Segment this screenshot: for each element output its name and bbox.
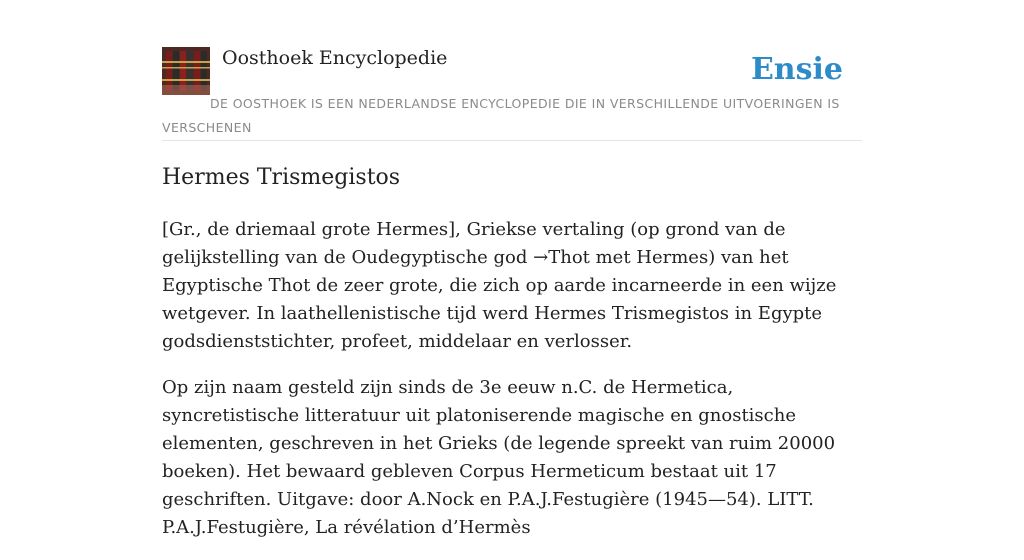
ensie-logo-link[interactable]: Ensie — [750, 52, 843, 87]
article-paragraph-1: [Gr., de driemaal grote Hermes], Griekse vertaling (op grond van de gelijkstelling van de Oudegyptische god →Thot met Hermes) van het Egyptische Thot de zeer grote, die zich op aarde incarneerde in een wijze wetgever. In laathellenistische tijd werd Hermes Trismegistos in Egypte godsdienststichter, profeet, middelaar en verlosser. — [162, 219, 837, 352]
article-paragraph-2: Op zijn naam gesteld zijn sinds de 3e eeuw n.C. de Hermetica, syncretistische litteratuur uit platoniserende magische en gnostische elementen, geschreven in het Grieks (de legende spreekt van ruim 20000 boeken). Het bewaard gebleven Corpus Hermeticum bestaat uit 17 geschriften. Uitgave: door A.Nock en P.A.J.Festugière (1945—54). LITT. P.A.J.Festugière, La révélation d’Hermès — [162, 377, 836, 538]
encyclopedia-books-avatar[interactable] — [162, 47, 210, 95]
site-header — [162, 46, 862, 141]
article — [162, 160, 862, 560]
site-name[interactable]: Oosthoek Encyclopedie — [222, 47, 448, 69]
books-image — [162, 47, 210, 95]
article-title: Hermes Trismegistos — [162, 165, 401, 190]
site-tagline: DE OOSTHOEK IS EEN NEDERLANDSE ENCYCLOPEDIE DIE IN VERSCHILLENDE UITVOERINGEN IS VERSCHENEN — [162, 96, 840, 135]
